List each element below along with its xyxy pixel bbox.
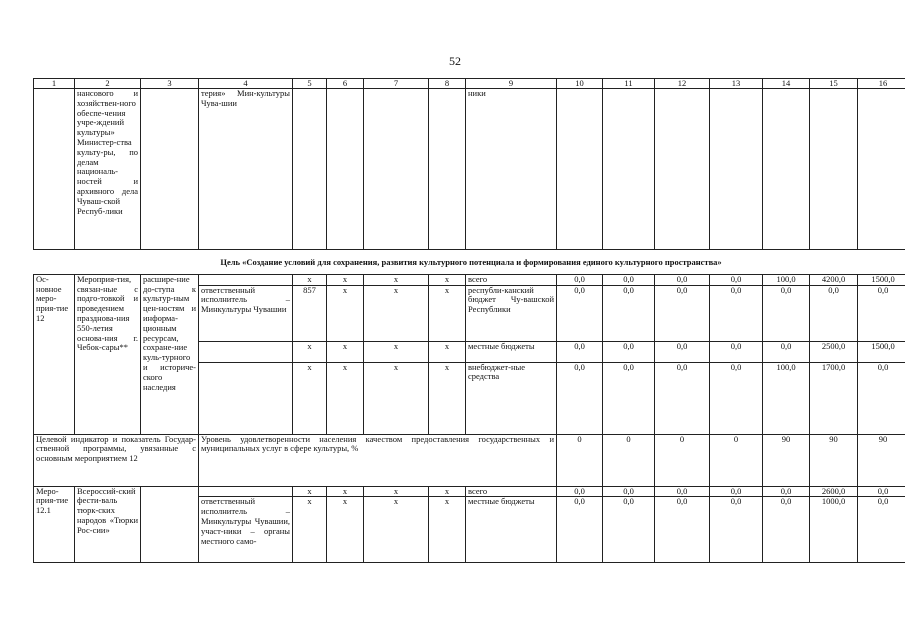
indicator-text: Уровень удовлетворенности населения качеством предоставления государственных и муниципальных услуг в сфере культуры, % — [199, 434, 557, 486]
column-number-row — [34, 79, 905, 89]
funding-source: республи-канский бюджет Чу-вашской Республики — [466, 285, 557, 341]
event-goal: расшире-ние до-ступа к культур-ным цен-ностям и информа-ционным ресурсам, сохране-ние куль-турного и историче-ского наследия — [141, 274, 199, 434]
funding-source: внебюджет-ные средства — [466, 362, 557, 434]
funding-source: местные бюджеты — [466, 341, 557, 362]
responsible-executor: ответственный исполнитель – Минкультуры Чувашии — [199, 285, 293, 341]
page-number: 52 — [449, 54, 461, 68]
funding-source: всего — [466, 486, 557, 497]
program-table — [33, 78, 905, 563]
table-row: ответственный исполнитель – Минкультуры Чувашии, участ-ники – органы местного само- х х х х местные бюджеты 0,0 0,0 0,0 0,0 0,0 1000,0 0,0 — [34, 497, 905, 563]
indicator-label: Целевой индикатор и показатель Государ-ственной программы, увязанные с основным мероприятием 12 — [34, 434, 199, 486]
col-header: 10 — [557, 79, 603, 89]
col-header: 3 — [141, 79, 199, 89]
col-header: 14 — [763, 79, 810, 89]
funding-source: всего — [466, 274, 557, 285]
table-row: х х х х местные бюджеты 0,0 0,0 0,0 0,0 0,0 2500,0 1500,0 — [34, 341, 905, 362]
funding-source: местные бюджеты — [466, 497, 557, 563]
table-row: ответственный исполнитель – Минкультуры Чувашии 857 х х х республи-канский бюджет Чу-вашской Республики 0,0 0,0 0,0 0,0 0,0 0,0 0,0 — [34, 285, 905, 341]
col-header: 9 — [466, 79, 557, 89]
col-header: 16 — [858, 79, 905, 89]
event-name: Мероприя-тия, связан-ные с подго-товкой и проведением празднова-ния 550-летия основа-ния г. Чебок-сары** — [75, 274, 141, 434]
col-header: 13 — [710, 79, 763, 89]
table-row: Ос-новное меро-прия-тие 12 Мероприя-тия, связан-ные с подго-товкой и проведением празднова-ния 550-летия основа-ния г. Чебок-сары** расшире-ние до-ступа к культур-ным цен-ностям и информа-ционным ресурсам, сохране-ние куль-турного и историче-ского наследия х х х х всего 0,0 0,0 0,0 0,0 100,0 4200,0 1500,0 — [34, 274, 905, 285]
event-name: Всероссий-ский фести-валь тюрк-ских народов «Тюрки Рос-сии» — [75, 486, 141, 563]
col-header: 4 — [199, 79, 293, 89]
col-header: 12 — [655, 79, 710, 89]
col-header: 11 — [603, 79, 655, 89]
continuation-source: ники — [466, 89, 557, 250]
col-header: 15 — [810, 79, 858, 89]
goal-row — [34, 250, 905, 275]
indicator-row: Целевой индикатор и показатель Государ-ственной программы, увязанные с основным мероприятием 12 Уровень удовлетворенности населения качеством предоставления государственных и муниципальных услуг в сфере культуры, % 0 0 0 0 90 90 90 — [34, 434, 905, 486]
col-header: 6 — [327, 79, 364, 89]
table-row: Меро-прия-тие 12.1 Всероссий-ский фести-валь тюрк-ских народов «Тюрки Рос-сии» х х х х всего 0,0 0,0 0,0 0,0 0,0 2600,0 0,0 — [34, 486, 905, 497]
col-header: 7 — [364, 79, 429, 89]
col-header: 8 — [429, 79, 466, 89]
col-header: 2 — [75, 79, 141, 89]
event-code: Ос-новное меро-прия-тие 12 — [34, 274, 75, 434]
continuation-name: нансового и хозяйствен-ного обеспе-чения учре-ждений культуры» Министер-ства культу-ры, по делам националь-ностей и архивного дела Чуваш-ской Респуб-лики — [75, 89, 141, 250]
table-row: х х х х внебюджет-ные средства 0,0 0,0 0,0 0,0 100,0 1700,0 0,0 — [34, 362, 905, 434]
col-header: 1 — [34, 79, 75, 89]
continuation-executor: терия» Мин-культуры Чува-шии — [199, 89, 293, 250]
col-header: 5 — [293, 79, 327, 89]
responsible-executor: ответственный исполнитель – Минкультуры Чувашии, участ-ники – органы местного само- — [199, 497, 293, 563]
event-code: Меро-прия-тие 12.1 — [34, 486, 75, 563]
continuation-row — [34, 89, 905, 250]
goal-text: Цель «Создание условий для сохранения, развития культурного потенциала и формирования единого культурного пространства» — [34, 250, 905, 275]
